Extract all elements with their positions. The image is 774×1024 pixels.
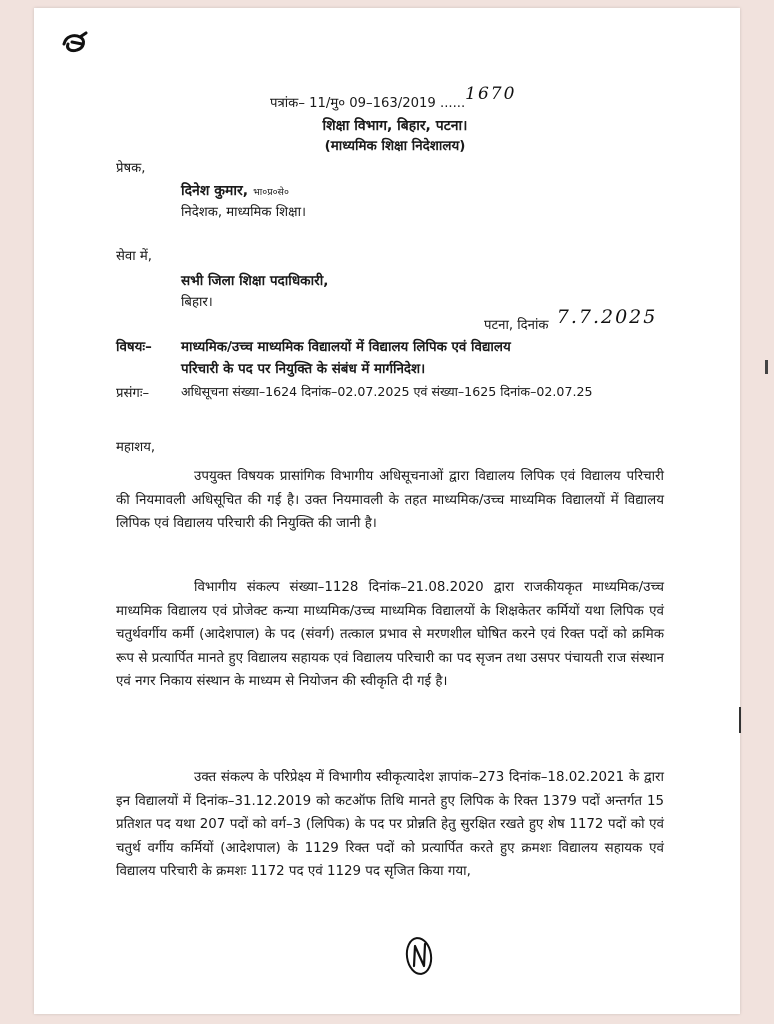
recipient: सभी जिला शिक्षा पदाधिकारी,: [181, 273, 329, 289]
sender-block: [181, 180, 289, 200]
initial-mark: [402, 932, 438, 978]
edge-mark: [765, 360, 768, 374]
date-handwritten: 7.7.2025: [556, 306, 658, 328]
ref-number: पत्रांक– 11/मु० 09–163/2019 ......: [270, 96, 466, 111]
paragraph-2: विभागीय संकल्प संख्या–1128 दिनांक–21.08.2020 द्वारा राजकीयकृत माध्यमिक/उच्च माध्यमिक विद्यालय एवं प्रोजेक्ट कन्या माध्यमिक/उच्च माध्यमिक विद्यालयों के शिक्षकेतर कर्मियों यथा लिपिक एवं चतुर्थवर्गीय कर्मी (आदेशपाल) के पद (संवर्ग) तत्काल प्रभाव से मरणशील घोषित करने एवं रिक्त पदों को क्रमिक रूप से प्रत्यार्पित मानते हुए विद्यालय सहायक एवं विद्यालय परिचारी का पद सृजन तथा उसपर पंचायती राज संस्थान एवं नगर निकाय संस्थान के माध्यम से नियोजन की स्वीकृति दी गई है।: [116, 580, 664, 690]
to-label: सेवा में,: [116, 249, 152, 264]
sender-designation: निदेशक, माध्यमिक शिक्षा।: [181, 205, 306, 220]
paragraph-1: उपयुक्त विषयक प्रासांगिक विभागीय अधिसूचनाओं द्वारा विद्यालय लिपिक एवं विद्यालय परिचारी की नियमावली अधिसूचित की गई है। उक्त नियमावली के तहत माध्यमिक/उच्च माध्यमिक विद्यालयों में विद्यालय लिपिक एवं विद्यालय परिचारी की नियुक्ति की जानी है।: [116, 469, 664, 532]
sender-service: भा०प्र०से०: [253, 187, 289, 198]
paragraph-3: उक्त संकल्प के परिप्रेक्ष्य में विभागीय स्वीकृत्यादेश ज्ञापांक–273 दिनांक–18.02.2021 के द्वारा इन विद्यालयों में दिनांक–31.12.2019 को कटऑफ तिथि मानते हुए लिपिक के रिक्त 1379 पदों अन्तर्गत 15 प्रतिशत पद यथा 207 पदों को वर्ग–3 (लिपिक) के पद पर प्रोन्नति हेतु सुरक्षित रखते हुए शेष 1172 पदों को एवं चतुर्थ वर्गीय कर्मियों (आदेशपाल) के 1129 रिक्त पदों को प्रत्यार्पित करते हुए क्रमशः विद्यालय सहायक एवं विद्यालय परिचारी के क्रमशः 1172 पद एवं 1129 पद सृजित किया गया,: [116, 770, 664, 880]
place-date-label: पटना, दिनांक: [484, 318, 549, 333]
reference-label: प्रसंगः–: [116, 386, 150, 401]
sender-name: दिनेश कुमार,: [181, 183, 249, 199]
subject-line-2: परिचारी के पद पर नियुक्ति के संबंध में मार्गनिदेश।: [181, 362, 426, 377]
sender-label: प्रेषक,: [116, 161, 146, 176]
scribble-mark: [60, 30, 92, 56]
reference-text: अधिसूचना संख्या–1624 दिनांक–02.07.2025 एवं संख्या–1625 दिनांक–02.07.25: [181, 384, 593, 399]
recipient-state: बिहार।: [181, 295, 213, 310]
ref-line: [270, 84, 517, 112]
subject-line-1: माध्यमिक/उच्च माध्यमिक विद्यालयों में विद्यालय लिपिक एवं विद्यालय: [181, 340, 511, 355]
place-date: [484, 306, 658, 334]
department-name: शिक्षा विभाग, बिहार, पटना।: [322, 118, 468, 134]
salutation: महाशय,: [116, 440, 156, 455]
ref-handwritten: 1670: [465, 84, 517, 104]
subject-label: विषयः–: [116, 340, 152, 355]
department-sub: (माध्यमिक शिक्षा निदेशालय): [324, 139, 466, 154]
margin-mark: [739, 707, 741, 733]
